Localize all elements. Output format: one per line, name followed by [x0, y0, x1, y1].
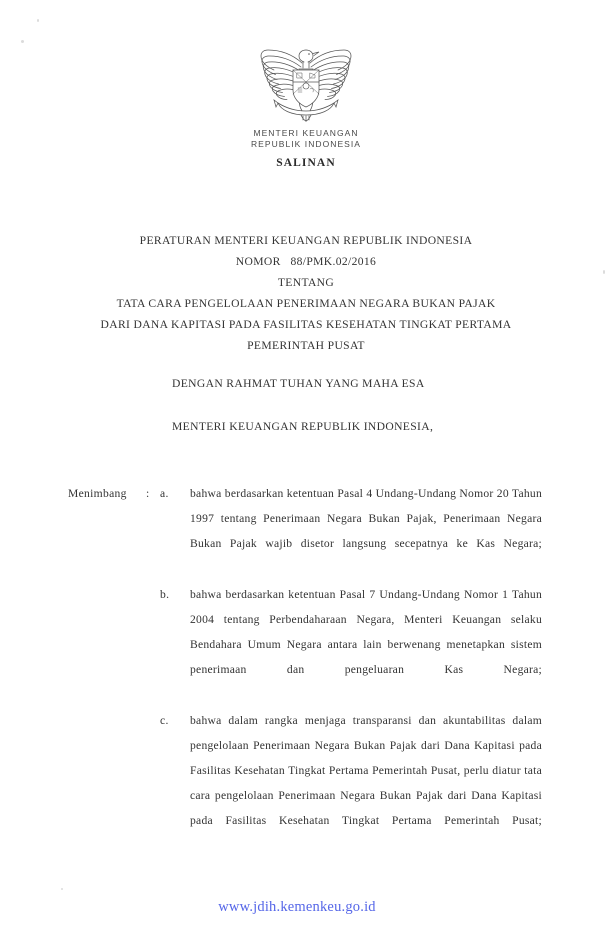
list-item: [160, 708, 542, 858]
considering-item-text: bahwa berdasarkan ketentuan Pasal 4 Undang-Undang Nomor 20 Tahun 1997 tentang Penerimaan Negara Bukan Pajak, Penerimaan Negara Bukan Pajak wajib disetor langsung secepatnya ke Kas Negara;: [190, 487, 542, 550]
considering-item-list: [160, 481, 542, 859]
considering-item-text: bahwa berdasarkan ketentuan Pasal 7 Undang-Undang Nomor 1 Tahun 2004 tentang Perbendaharaan Negara, Menteri Keuangan selaku Bendahara Umum Negara antara lain berwenang menetapkan sistem penerimaan dan pengeluaran Kas Negara;: [190, 588, 542, 676]
ministry-caption: [0, 128, 612, 150]
blessing-line: DENGAN RAHMAT TUHAN YANG MAHA ESA: [172, 377, 425, 390]
footer-url: [0, 899, 612, 916]
authority-line: MENTERI KEUANGAN REPUBLIK INDONESIA,: [172, 420, 434, 433]
considering-item-marker: c.: [160, 714, 169, 727]
considering-item-marker: b.: [160, 588, 170, 601]
title-subject-line-1: TATA CARA PENGELOLAAN PENERIMAAN NEGARA BUKAN PAJAK: [116, 297, 496, 310]
emblem-container: [0, 40, 612, 129]
title-regulation-name: PERATURAN MENTERI KEUANGAN REPUBLIK INDONESIA: [139, 234, 473, 247]
ministry-line-1: MENTERI KEUANGAN: [253, 128, 359, 138]
scan-speck: [37, 19, 39, 22]
scan-speck: [61, 888, 63, 890]
document-title-block: [0, 230, 612, 356]
title-number: NOMOR 88/PMK.02/2016: [235, 255, 377, 268]
jdih-website-link[interactable]: www.jdih.kemenkeu.go.id: [218, 899, 376, 915]
garuda-pancasila-emblem: [256, 40, 356, 124]
list-item: [160, 481, 542, 581]
considering-label: Menimbang: [68, 487, 127, 500]
ministry-line-2: REPUBLIK INDONESIA: [250, 139, 362, 149]
considering-item-marker: a.: [160, 487, 169, 500]
title-about-keyword: TENTANG: [277, 276, 335, 289]
title-subject-line-2: DARI DANA KAPITASI PADA FASILITAS KESEHATAN TINGKAT PERTAMA: [100, 318, 512, 331]
list-item: [160, 582, 542, 707]
copy-mark: SALINAN: [276, 157, 336, 169]
considering-section: [68, 481, 542, 859]
considering-colon: :: [146, 487, 150, 500]
considering-item-text: bahwa dalam rangka menjaga transparansi dan akuntabilitas dalam pengelolaan Penerimaan Negara Bukan Pajak dari Dana Kapitasi pada Fasilitas Kesehatan Tingkat Pertama Pemerintah Pusat, perlu diatur tata cara pengelolaan Penerimaan Negara Bukan Pajak dari Dana Kapitasi pada Fasilitas Kesehatan Tingkat Pertama Pemerintah Pusat;: [190, 714, 542, 827]
title-subject-line-3: PEMERINTAH PUSAT: [247, 339, 365, 352]
